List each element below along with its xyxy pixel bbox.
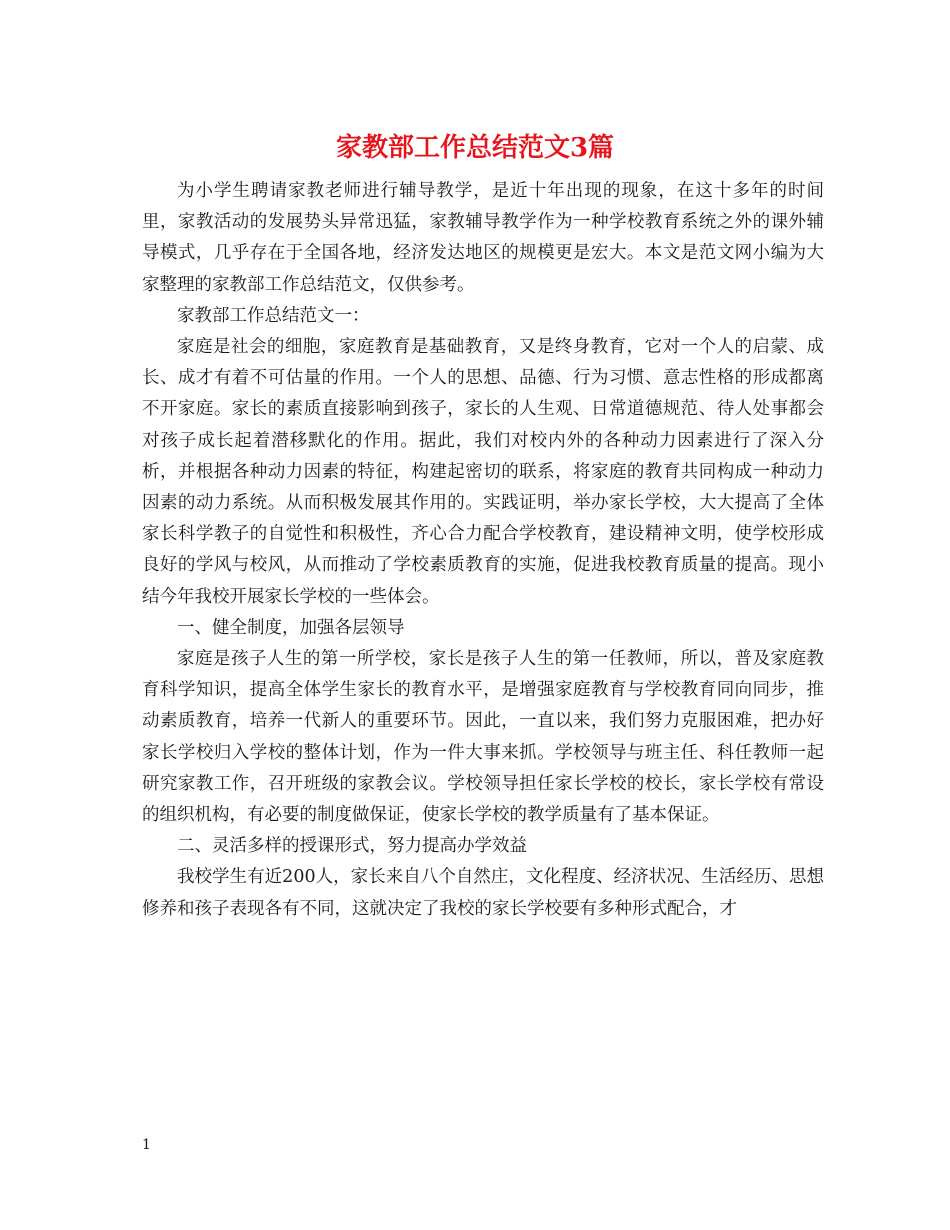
section-heading-system: 一、健全制度，加强各层领导 [177, 617, 405, 638]
document-body [142, 176, 824, 925]
page-title: 家教部工作总结范文3篇 [335, 133, 615, 163]
body-paragraph-first-school: 家庭是孩子人生的第一所学校，家长是孩子人生的第一任教师，所以，普及家庭教育科学知识，提高全体学生家长的教育水平，是增强家庭教育与学校教育同向同步，推动素质教育，培养一代新人的重要环节。因此，一直以来，我们努力克服困难，把办好家长学校归入学校的整体计划，作为一件大事来抓。学校领导与班主任、科任教师一起研究家教工作，召开班级的家教会议。学校领导担任家长学校的校长，家长学校有常设的组织机构，有必要的制度做保证，使家长学校的教学质量有了基本保证。 [142, 649, 824, 826]
section-heading-sample-one: 家教部工作总结范文一： [177, 305, 370, 326]
section-heading-teaching-forms: 二、灵活多样的授课形式，努力提高办学效益 [177, 836, 527, 857]
body-paragraph-students: 我校学生有近200人，家长来自八个自然庄，文化程度、经济状况、生活经历、思想修养和孩子表现各有不同，这就决定了我校的家长学校要有多种形式配合，才 [142, 867, 824, 919]
intro-paragraph: 为小学生聘请家教老师进行辅导教学，是近十年出现的现象，在这十多年的时间里，家教活动的发展势头异常迅猛，家教辅导教学作为一种学校教育系统之外的课外辅导模式，几乎存在于全国各地，经济发达地区的规模更是宏大。本文是范文网小编为大家整理的家教部工作总结范文，仅供参考。 [142, 181, 824, 295]
page-number: 1 [142, 1137, 151, 1153]
body-paragraph-family-education: 家庭是社会的细胞，家庭教育是基础教育，又是终身教育，它对一个人的启蒙、成长、成才有着不可估量的作用。一个人的思想、品德、行为习惯、意志性格的形成都离不开家庭。家长的素质直接影响到孩子，家长的人生观、日常道德规范、待人处事都会对孩子成长起着潜移默化的作用。据此，我们对校内外的各种动力因素进行了深入分析，并根据各种动力因素的特征，构建起密切的联系，将家庭的教育共同构成一种动力因素的动力系统。从而积极发展其作用的。实践证明，举办家长学校，大大提高了全体家长科学教子的自觉性和积极性，齐心合力配合学校教育，建设精神文明，使学校形成良好的学风与校风，从而推动了学校素质教育的实施，促进我校教育质量的提高。现小结今年我校开展家长学校的一些体会。 [142, 337, 824, 607]
